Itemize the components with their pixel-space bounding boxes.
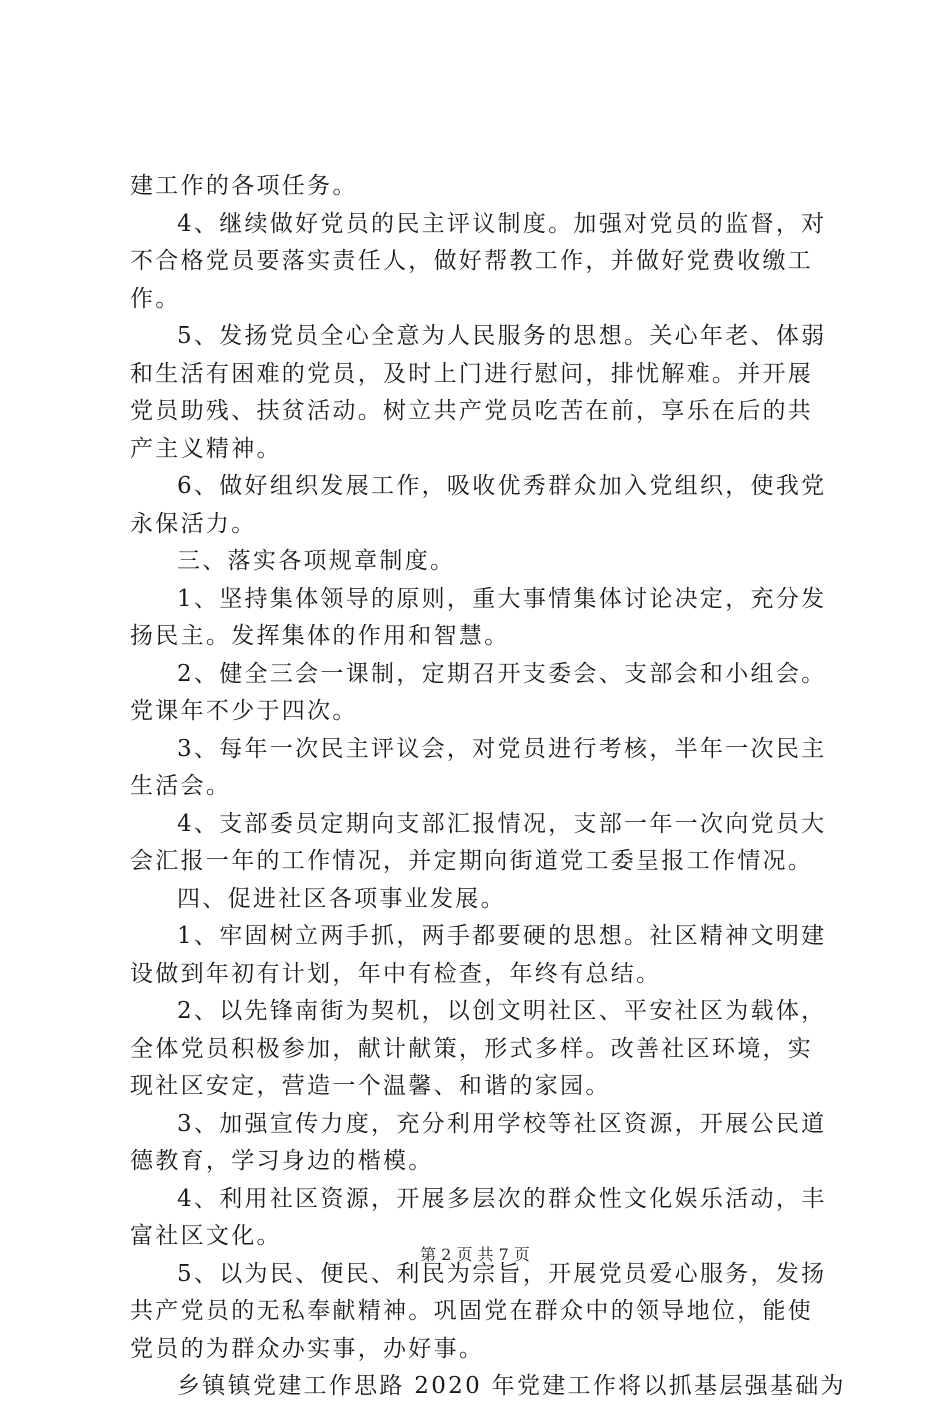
text-line: 6、做好组织发展工作，吸收优秀群众加入党组织，使我党 bbox=[177, 473, 827, 499]
text-line: 共产党员的无私奉献精神。巩固党在群众中的领导地位，能使 bbox=[130, 1298, 814, 1324]
text-line: 3、加强宣传力度，充分利用学校等社区资源，开展公民道 bbox=[177, 1110, 827, 1137]
page-footer: 第 2 页 共 7 页 bbox=[420, 1245, 530, 1264]
text-line: 富社区文化。 bbox=[130, 1223, 282, 1249]
text-line: 党课年不少于四次。 bbox=[130, 698, 358, 724]
text-line: 永保活力。 bbox=[130, 510, 257, 537]
text-line: 四、促进社区各项事业发展。 bbox=[177, 885, 506, 912]
text-line: 产主义精神。 bbox=[130, 435, 282, 462]
text-line: 会汇报一年的工作情况，并定期向街道党工委呈报工作情况。 bbox=[130, 848, 814, 874]
text-line: 全体党员积极参加，献计献策，形式多样。改善社区环境，实 bbox=[130, 1035, 814, 1062]
text-line: 4、继续做好党员的民主评议制度。加强对党员的监督，对 bbox=[177, 210, 827, 237]
text-line: 生活会。 bbox=[130, 773, 232, 799]
text-line: 扬民主。发挥集体的作用和智慧。 bbox=[130, 623, 510, 649]
text-line: 4、支部委员定期向支部汇报情况，支部一年一次向党员大 bbox=[177, 810, 827, 837]
text-line: 三、落实各项规章制度。 bbox=[177, 548, 456, 574]
text-line: 和生活有困难的党员，及时上门进行慰问，排忧解难。并开展 bbox=[130, 360, 814, 387]
text-line: 现社区安定，营造一个温馨、和谐的家园。 bbox=[130, 1073, 611, 1099]
text-line: 5、发扬党员全心全意为人民服务的思想。关心年老、体弱 bbox=[177, 323, 827, 349]
text-line: 4、利用社区资源，开展多层次的群众性文化娱乐活动，丰 bbox=[177, 1185, 827, 1212]
text-line: 1、坚持集体领导的原则，重大事情集体讨论决定，充分发 bbox=[177, 585, 827, 612]
text-line: 2、以先锋南街为契机，以创文明社区、平安社区为载体， bbox=[177, 998, 827, 1024]
text-line: 3、每年一次民主评议会，对党员进行考核，半年一次民主 bbox=[177, 735, 827, 762]
text-line: 党员的为群众办实事，办好事。 bbox=[130, 1335, 485, 1362]
text-line: 德教育，学习身边的楷模。 bbox=[130, 1148, 434, 1174]
text-line: 5、以为民、便民、利民为宗旨，开展党员爱心服务，发扬 bbox=[177, 1260, 827, 1287]
text-line: 不合格党员要落实责任人，做好帮教工作，并做好党费收缴工 bbox=[130, 248, 814, 274]
text-line: 党员助残、扶贫活动。树立共产党员吃苦在前，享乐在后的共 bbox=[130, 398, 814, 424]
text-line: 2、健全三会一课制，定期召开支委会、支部会和小组会。 bbox=[177, 660, 827, 687]
text-line: 乡镇镇党建工作思路 2020 年党建工作将以抓基层强基础为 bbox=[177, 1373, 846, 1399]
text-line: 1、牢固树立两手抓，两手都要硬的思想。社区精神文明建 bbox=[177, 923, 827, 949]
text-line: 作。 bbox=[130, 285, 181, 312]
text-line: 设做到年初有计划，年中有检查，年终有总结。 bbox=[130, 960, 662, 987]
text-line: 建工作的各项任务。 bbox=[130, 173, 358, 199]
document-body bbox=[130, 168, 846, 1406]
